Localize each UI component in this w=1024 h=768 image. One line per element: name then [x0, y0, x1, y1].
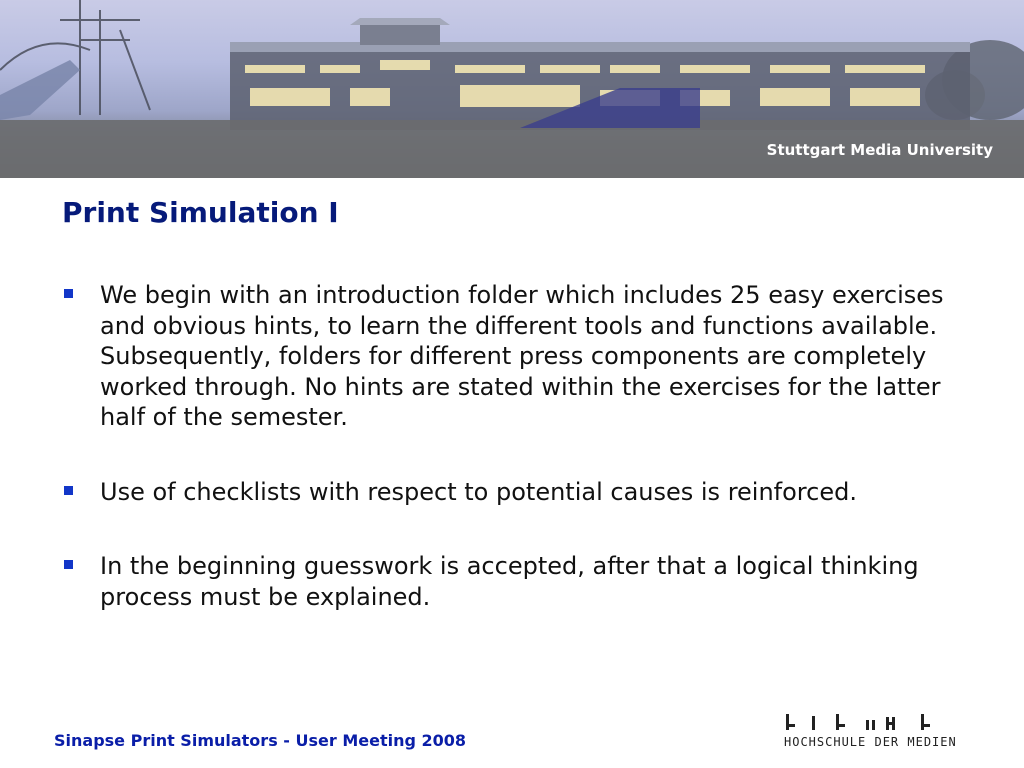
square-bullet-icon: [64, 289, 73, 298]
bullet-item: [62, 280, 972, 433]
bullet-text: We begin with an introduction folder which includes 25 easy exercises and obvious hints, to learn the different tools and functions available. Subsequently, folders for different press components are completely worked through. No hints are stated within the exercises for the latter half of the semester.: [100, 281, 944, 431]
university-name: Stuttgart Media University: [766, 141, 993, 159]
footer-event-title: Sinapse Print Simulators - User Meeting 2008: [54, 731, 467, 750]
square-bullet-icon: [64, 486, 73, 495]
header-banner: [0, 0, 1024, 178]
bullet-text: In the beginning guesswork is accepted, after that a logical thinking process must be explained.: [100, 552, 919, 611]
slide-title: Print Simulation I: [62, 196, 339, 229]
hdm-logo-wordmark: HOCHSCHULE DER MEDIEN: [784, 735, 957, 749]
hdm-logo-mark-icon: [786, 712, 936, 732]
bullet-item: [62, 477, 972, 508]
square-bullet-icon: [64, 560, 73, 569]
bullet-list: [62, 280, 972, 612]
bullet-text: Use of checklists with respect to potential causes is reinforced.: [100, 477, 857, 506]
bullet-item: [62, 551, 972, 612]
hdm-logo: [782, 712, 972, 752]
